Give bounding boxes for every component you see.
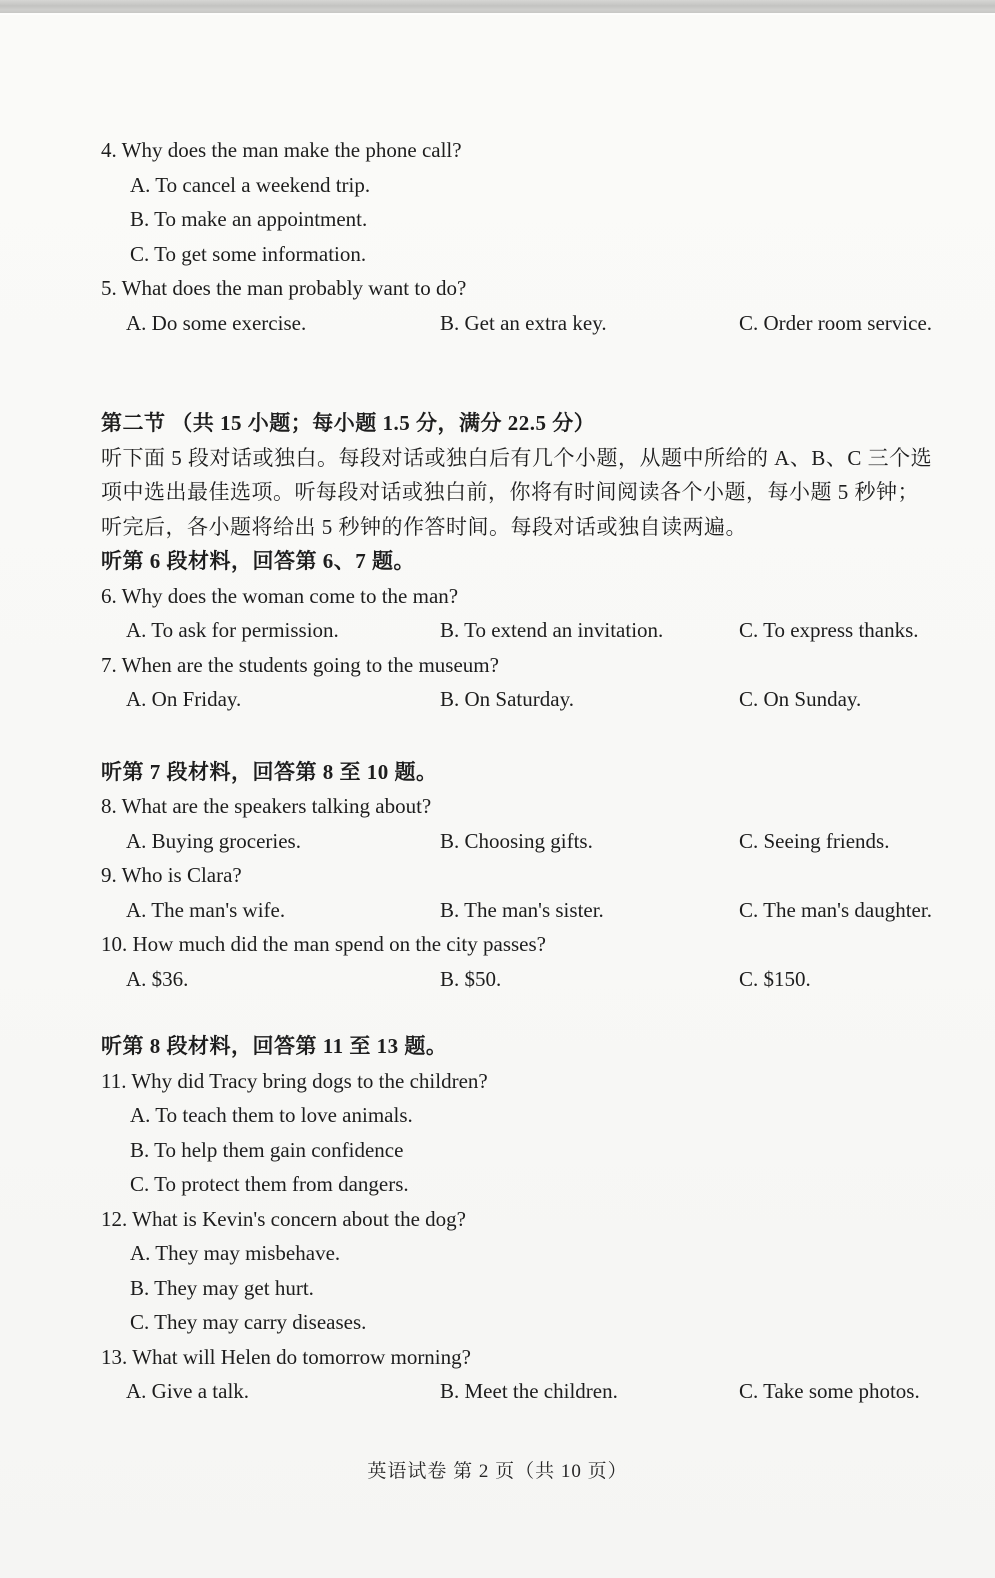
question-6-options	[0, 613, 995, 648]
question-12-option-b: B. They may get hurt.	[130, 1275, 314, 1300]
question-10-option-c: C. $150.	[739, 966, 811, 991]
material-7-heading: 听第 7 段材料，回答第 8 至 10 题。	[101, 759, 438, 784]
question-13: 13. What will Helen do tomorrow morning?	[101, 1344, 471, 1369]
section-2-instructions-line-2: 项中选出最佳选项。听每段对话或独白前，你将有时间阅读各个小题，每小题 5 秒钟；	[101, 480, 919, 504]
question-12-option-a: A. They may misbehave.	[130, 1241, 341, 1265]
section-2-heading: 第二节 （共 15 小题；每小题 1.5 分，满分 22.5 分）	[101, 411, 596, 435]
question-4-option-b: B. To make an appointment.	[130, 207, 368, 231]
question-7-options	[0, 682, 995, 717]
question-11-option-b: B. To help them gain confidence	[130, 1137, 404, 1162]
question-4-option-c: C. To get some information.	[130, 241, 367, 266]
question-13-option-c: C. Take some photos.	[739, 1379, 920, 1403]
question-6-option-c: C. To express thanks.	[739, 618, 919, 642]
section-gap	[0, 996, 995, 1029]
question-5-option-b: B. Get an extra key.	[440, 310, 607, 335]
question-6-option-b: B. To extend an invitation.	[440, 618, 664, 642]
section-gap	[0, 340, 995, 406]
question-10-option-a: A. $36.	[126, 966, 189, 991]
footer-gap	[0, 1409, 995, 1455]
question-13-option-a: A. Give a talk.	[126, 1379, 250, 1403]
material-8-heading: 听第 8 段材料，回答第 11 至 13 题。	[101, 1034, 448, 1058]
question-7-option-c: C. On Sunday.	[739, 687, 862, 711]
question-10: 10. How much did the man spend on the city passes?	[101, 932, 546, 956]
section-gap	[0, 717, 995, 755]
question-12: 12. What is Kevin's concern about the dog?	[101, 1206, 466, 1231]
question-7-option-b: B. On Saturday.	[440, 687, 574, 711]
question-13-options	[0, 1374, 995, 1409]
section-2-instructions-line-1: 听下面 5 段对话或独白。每段对话或独白后有几个小题，从题中所给的 A、B、C 三个选	[101, 445, 933, 470]
question-9-option-a: A. The man's wife.	[126, 897, 286, 922]
section-2-instructions-line-3: 听完后，各小题将给出 5 秒钟的作答时间。每段对话或独自读两遍。	[101, 514, 747, 539]
question-6: 6. Why does the woman come to the man?	[101, 583, 459, 608]
question-10-options	[0, 962, 995, 997]
material-6-heading: 听第 6 段材料，回答第 6、7 题。	[101, 549, 415, 573]
question-4-option-a: A. To cancel a weekend trip.	[130, 172, 371, 197]
question-12-option-c: C. They may carry diseases.	[130, 1310, 367, 1334]
page-footer: 英语试卷 第 2 页（共 10 页）	[367, 1460, 628, 1482]
question-6-option-a: A. To ask for permission.	[126, 618, 339, 642]
question-5-option-a: A. Do some exercise.	[126, 310, 307, 335]
question-11-option-a: A. To teach them to love animals.	[130, 1103, 413, 1127]
question-9: 9. Who is Clara?	[101, 863, 242, 887]
question-8: 8. What are the speakers talking about?	[101, 794, 432, 818]
question-8-option-c: C. Seeing friends.	[739, 828, 890, 853]
question-9-option-c: C. The man's daughter.	[739, 897, 932, 922]
question-7: 7. When are the students going to the museum?	[101, 652, 499, 677]
question-7-option-a: A. On Friday.	[126, 687, 242, 711]
question-8-option-b: B. Choosing gifts.	[440, 828, 593, 853]
question-5-option-c: C. Order room service.	[739, 310, 933, 335]
question-8-options	[0, 824, 995, 859]
question-4: 4. Why does the man make the phone call?	[101, 138, 462, 162]
question-9-option-b: B. The man's sister.	[440, 897, 604, 922]
question-11-option-c: C. To protect them from dangers.	[130, 1172, 409, 1196]
question-5: 5. What does the man probably want to do?	[101, 276, 467, 300]
question-10-option-b: B. $50.	[440, 966, 502, 991]
question-11: 11. Why did Tracy bring dogs to the children?	[101, 1068, 488, 1093]
question-9-options	[0, 893, 995, 928]
question-8-option-a: A. Buying groceries.	[126, 828, 301, 853]
question-13-option-b: B. Meet the children.	[440, 1379, 618, 1403]
question-5-options	[0, 306, 995, 341]
